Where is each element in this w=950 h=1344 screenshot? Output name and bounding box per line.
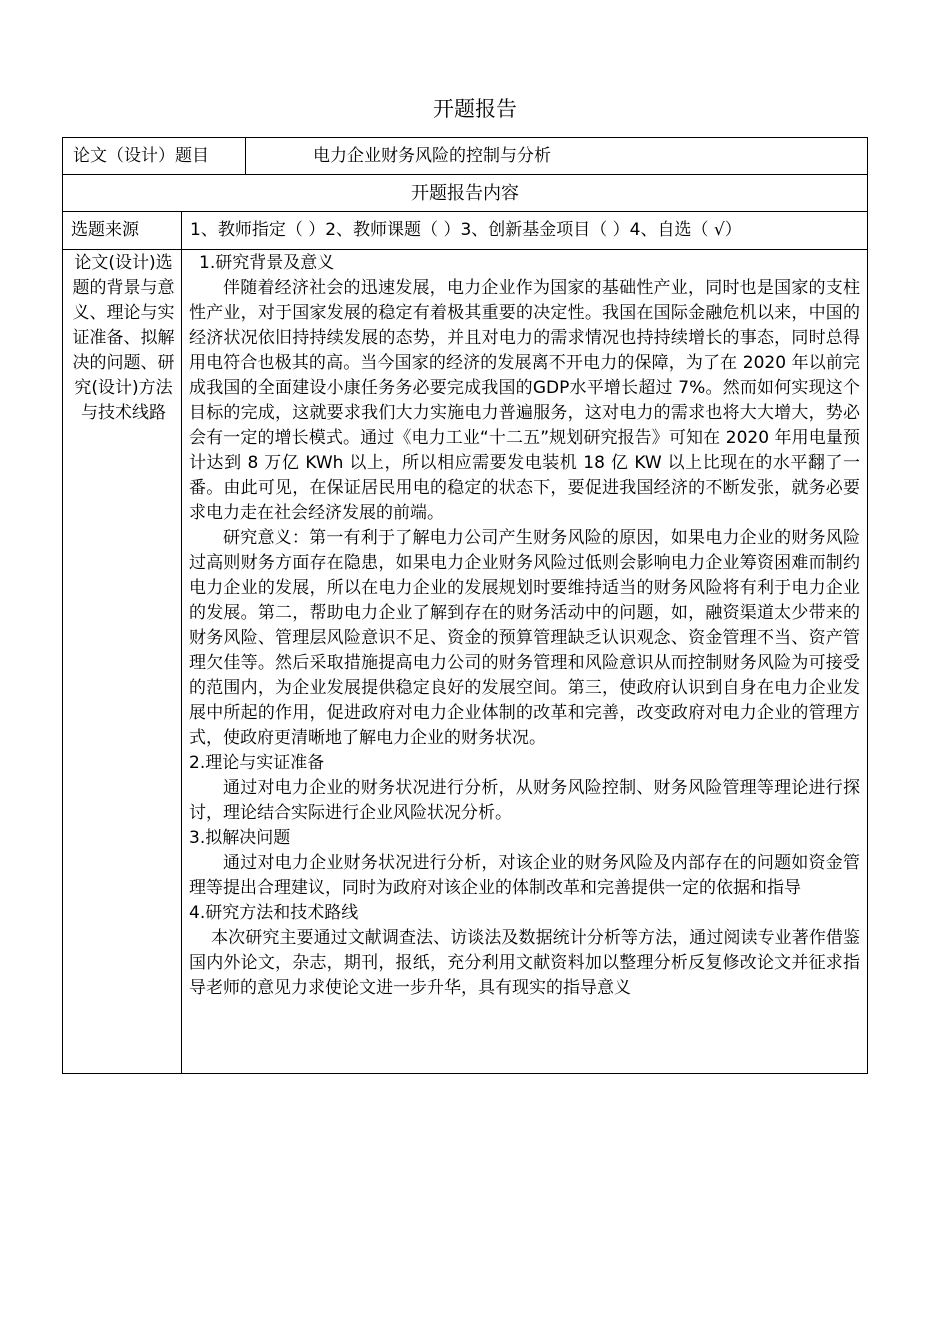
section-heading: 4.研究方法和技术路线: [189, 903, 359, 923]
section-heading: 1.研究背景及意义: [199, 253, 335, 273]
topic-label: 论文（设计）题目: [63, 138, 246, 175]
section-heading: 2.理论与实证准备: [189, 753, 325, 773]
paragraph: 通过对电力企业的财务状况进行分析，从财务风险控制、财务风险管理等理论进行探讨，理论结合实际进行企业风险状况分析。: [189, 778, 860, 823]
content-label: 论文(设计)选题的背景与意义、理论与实证准备、拟解决的问题、研究(设计)方法与技术线路: [63, 250, 182, 1074]
document-title: 开题报告: [433, 97, 517, 121]
paragraph: 通过对电力企业财务状况进行分析，对该企业的财务风险及内部存在的问题如资金管理等提出合理建议，同时为政府对该企业的体制改革和完善提供一定的依据和指导: [189, 853, 860, 898]
paragraph: 伴随着经济社会的迅速发展，电力企业作为国家的基础性产业，同时也是国家的支柱性产业，对于国家发展的稳定有着极其重要的决定性。我国在国际金融危机以来，中国的经济状况依旧持持续发展的态势，并且对电力的需求情况也持持续增长的事态，同时总得用电符合也极其的高。当今国家的经济的发展离不开电力的保障，为了在 2020 年以前完成我国的全面建设小康任务务必要完成我国的GDP水平增长超过 7%。然而如何实现这个目标的完成，这就要求我们大力实施电力普遍服务，这对电力的需求也将大大增大，势必会有一定的增长模式。通过《电力工业“十二五”规划研究报告》可知在 2020 年用电量预计达到 8 万亿 KWh 以上，所以相应需要发电装机 18 亿 KW 以上比现在的水平翻了一番。由此可见，在保证居民用电的稳定的状态下，要促进我国经济的不断发张，就务必要求电力走在社会经济发展的前端。: [189, 278, 860, 523]
paragraph: 本次研究主要通过文献调查法、访谈法及数据统计分析等方法，通过阅读专业著作借鉴国内外论文，杂志，期刊，报纸，充分利用文献资料加以整理分析反复修改论文并征求指导老师的意见力求使论文进一步升华，具有现实的指导意义: [189, 928, 860, 998]
source-value: 1、教师指定（ ）2、教师课题（ ）3、创新基金项目（ ）4、自选（ √）: [182, 212, 868, 250]
paragraph: 研究意义：第一有利于了解电力公司产生财务风险的原因，如果电力企业的财务风险过高则财务方面存在隐患，如果电力企业财务风险过低则会影响电力企业筹资困难而制约电力企业的发展，所以在电力企业的发展规划时要维持适当的财务风险将有利于电力企业的发展。第二，帮助电力企业了解到存在的财务活动中的问题，如，融资渠道太少带来的财务风险、管理层风险意识不足、资金的预算管理缺乏认识观念、资金管理不当、资产管理欠佳等。然后采取措施提高电力公司的财务管理和风险意识从而控制财务风险为可接受的范围内，为企业发展提供稳定良好的发展空间。第三，使政府认识到自身在电力企业发展中所起的作用，促进政府对电力企业体制的改革和完善，改变政府对电力企业的管理方式，使政府更清晰地了解电力企业的财务状况。: [189, 528, 860, 748]
topic-row: [63, 138, 868, 175]
source-row: [63, 212, 868, 250]
proposal-table: [62, 137, 868, 1074]
section-header: 开题报告内容: [63, 175, 868, 212]
source-label: 选题来源: [63, 212, 182, 250]
section-header-row: [63, 175, 868, 212]
content-row: [63, 250, 868, 1074]
section-heading: 3.拟解决问题: [189, 828, 291, 848]
topic-value: 电力企业财务风险的控制与分析: [246, 138, 868, 175]
content-body: [182, 250, 868, 1074]
